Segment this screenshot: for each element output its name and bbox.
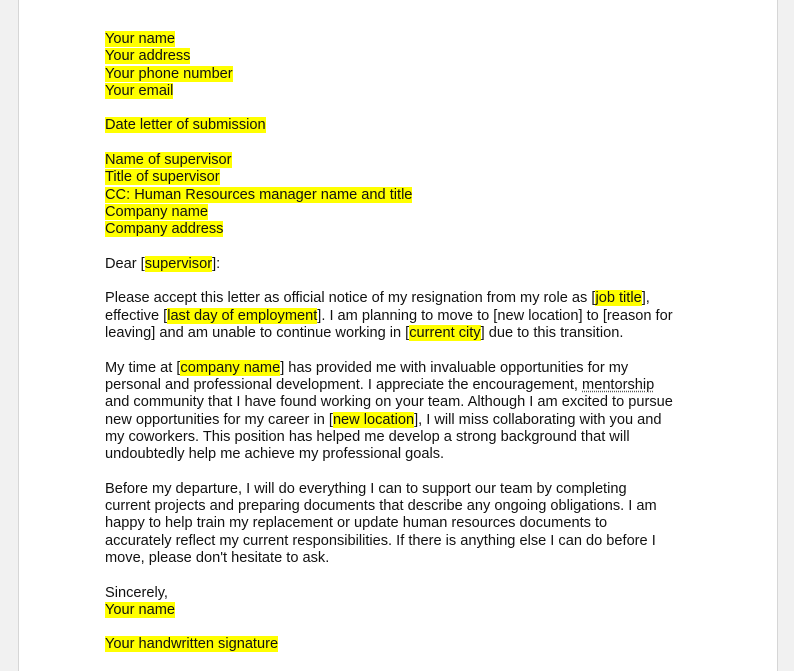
recipient-block xyxy=(105,152,715,169)
supervisor-name: Name of supervisor xyxy=(105,152,232,169)
sender-block xyxy=(105,31,715,48)
sign-off: Sincerely, xyxy=(105,584,168,601)
salutation-placeholder: supervisor xyxy=(144,255,213,272)
sender-email: Your email xyxy=(105,82,174,99)
sender-name: Your name xyxy=(105,31,176,47)
spellcheck-word[interactable]: mentorship xyxy=(582,376,655,393)
paragraph-1: Please accept this letter as official notice of my resignation from my role as [job title], xyxy=(105,290,650,307)
letter-body: Your name Your address Your phone number Your email Date letter of submission Name of supervisor Title of supervisor CC: Human Resources manager name and title Company name Company address Dear [supervisor]: Please accept this letter as official notice of my resignation from my role as [job title], effective [last day of employment]. I am planning to move to [new location] to [reason for leaving] and am unable to continue working in [current city] due to this transition. My time at [company name] has provided me with invaluable opportunities for my personal and professional development. I appreciate the encouragement, mentorship and community that I have found working on your team. Although I am excited to pursue new opportunities for my career in [new location], I will miss collaborating with you and my coworkers. This position has helped me develop a strong background that will undoubtedly help me achieve my professional goals. Before my departure, I will do everything I can to support our team by completing current projects and preparing documents that describe any ongoing obligations. I am happy to help train my replacement or update human resources documents to accurately reflect my current responsibilities. If there is anything else I can do before I move, please don't hesitate to ask. Sincerely, Your name Your handwritten signature xyxy=(105,31,715,654)
company-address: Company address xyxy=(105,221,224,238)
job-title-placeholder: job title xyxy=(595,290,642,307)
sender-address: Your address xyxy=(105,48,191,65)
letter-date: Date letter of submission xyxy=(105,117,266,134)
salutation: Dear [supervisor]: xyxy=(105,255,221,272)
signature-placeholder: Your handwritten signature xyxy=(105,636,279,653)
last-day-placeholder: last day of employment xyxy=(167,307,318,324)
paragraph-2: My time at [company name] has provided me with invaluable opportunities for my xyxy=(105,359,629,376)
document-page xyxy=(18,0,778,671)
sender-phone: Your phone number xyxy=(105,65,233,82)
company-name-placeholder: company name xyxy=(180,359,281,376)
company-name: Company name xyxy=(105,203,209,220)
new-location-placeholder: new location xyxy=(332,411,415,428)
supervisor-title: Title of supervisor xyxy=(105,169,220,186)
current-city-placeholder: current city xyxy=(409,325,481,342)
paragraph-3: Before my departure, I will do everything I can to support our team by completing xyxy=(105,480,627,497)
cc-line: CC: Human Resources manager name and title xyxy=(105,186,413,203)
closing-name: Your name xyxy=(105,601,176,618)
